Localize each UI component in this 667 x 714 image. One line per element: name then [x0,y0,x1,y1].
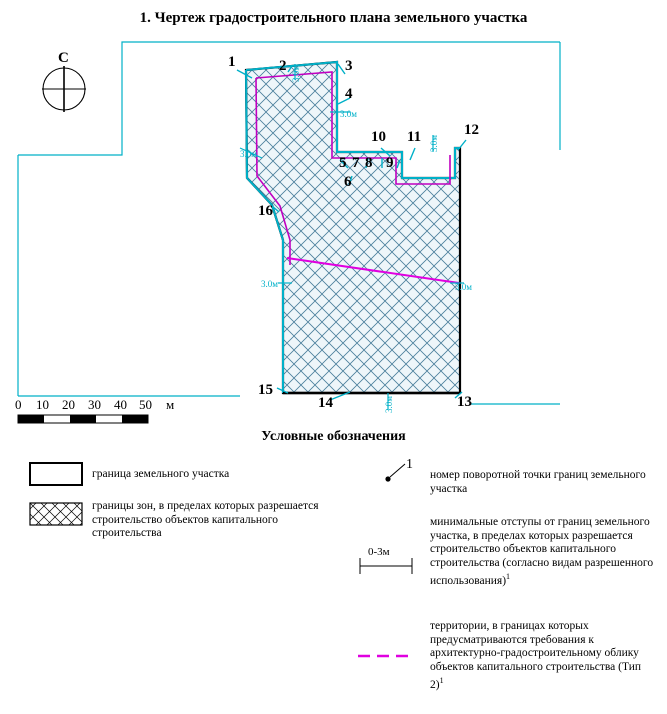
legend-turning-point-number: 1 [406,457,413,472]
page-title: 1. Чертеж градостроительного плана земельного участка [139,10,528,26]
legend-type2-text: территории, в границах которых предусматриваются требования к архитектурно-градостроительному облику объектов капитального строительства (Тип 2) [430,620,642,691]
point-label-7: 7 [352,155,360,171]
legend-item-construction-zone: границы зон, в пределах которых разрешается строительство объектов капитального строительства [92,500,319,539]
legend-symbols [30,463,412,656]
point-label-9: 9 [386,155,394,171]
point-label-6: 6 [344,174,352,190]
point-label-3: 3 [345,58,353,74]
point-label-10: 10 [371,129,386,145]
legend-setback-dimension: 0-3м [368,546,390,558]
setback-label-3: 3.0м [240,149,257,159]
scale-tick-10: 10 [36,397,49,412]
legend-min-setbacks-note: 1 [506,572,511,581]
legend-type2-note: 1 [439,676,444,685]
point-label-2: 2 [279,58,287,74]
point-label-5: 5 [339,155,347,171]
legend-heading: Условные обозначения [261,429,406,444]
compass-north-label: С [58,50,69,66]
point-label-4: 4 [345,86,353,102]
point-label-1: 1 [228,54,236,70]
point-label-12: 12 [464,122,479,138]
scale-tick-20: 20 [62,397,75,412]
setback-label-7: 3.0м [384,396,394,413]
scale-tick-30: 30 [88,397,101,412]
legend-min-setbacks-text: минимальные отступы от границ земельного участка, в пределах которых разрешается строительство объектов капитального строительства (согласно видам разрешенного использования) [430,516,654,587]
point-label-8: 8 [365,155,373,171]
legend-item-parcel-boundary: граница земельного участка [92,468,230,480]
setback-label-6: 3.0м [455,282,472,292]
point-label-16: 16 [258,203,273,219]
setback-label-2: 3.0м [340,109,357,119]
scale-tick-40: 40 [114,397,127,412]
point-label-15: 15 [258,382,273,398]
point-label-14: 14 [318,395,333,411]
legend-item-min-setbacks [430,516,655,588]
scale-tick-50: 50 [139,397,152,412]
setback-label-1: 3.0м [291,65,301,82]
setback-label-4: 3.0м [429,135,439,152]
point-label-13: 13 [457,394,472,410]
point-label-11: 11 [407,129,422,145]
legend-item-turning-point: номер поворотной точки границ земельного участка [430,469,646,495]
scale-unit: м [166,397,175,412]
compass-rose [42,50,86,112]
legend-item-architectural-type2 [430,620,655,692]
scale-tick-0: 0 [15,397,22,412]
setback-label-5: 3.0м [261,279,278,289]
scale-bar [15,397,174,423]
